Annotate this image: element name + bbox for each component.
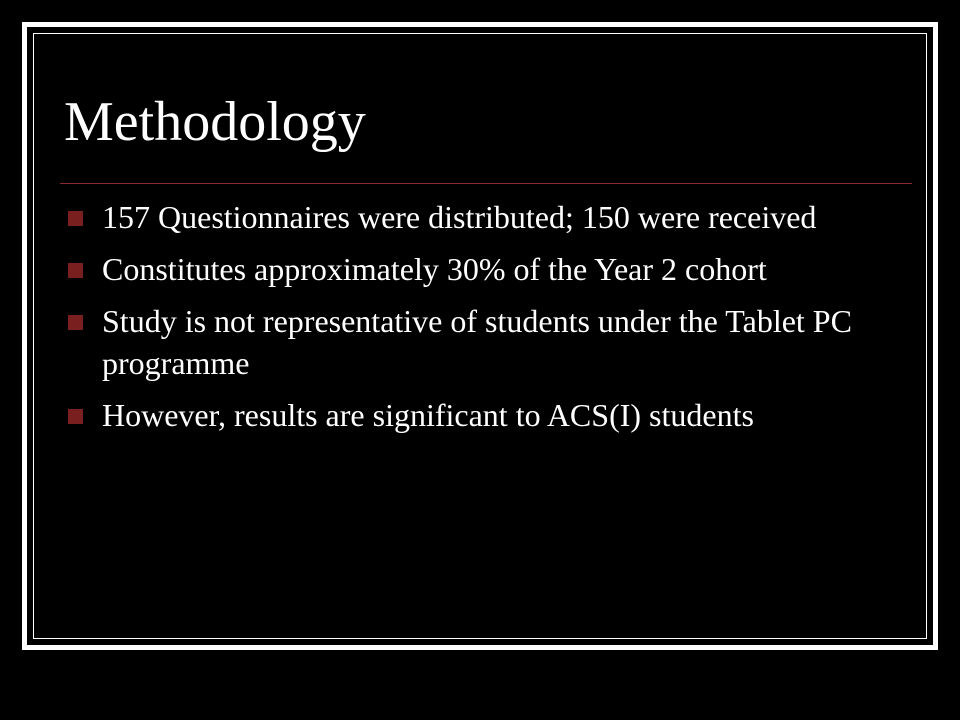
- slide-title: Methodology: [64, 91, 366, 153]
- bullet-text-2: Constitutes approximately 30% of the Year 2 cohort: [102, 251, 767, 287]
- bullet-text-4: However, results are significant to ACS(I) students: [102, 397, 754, 433]
- square-bullet-icon: [68, 409, 83, 424]
- bullet-item-2: [68, 248, 868, 290]
- bullet-text-1: 157 Questionnaires were distributed; 150 were received: [102, 199, 817, 235]
- title-divider: [60, 183, 912, 184]
- bullet-item-1: [68, 196, 868, 238]
- bullet-item-4: [68, 394, 868, 436]
- bullet-item-3: [68, 300, 868, 384]
- bullet-list: [68, 196, 868, 446]
- square-bullet-icon: [68, 315, 83, 330]
- bullet-text-3: Study is not representative of students under the Tablet PC programme: [102, 303, 852, 381]
- square-bullet-icon: [68, 263, 83, 278]
- square-bullet-icon: [68, 211, 83, 226]
